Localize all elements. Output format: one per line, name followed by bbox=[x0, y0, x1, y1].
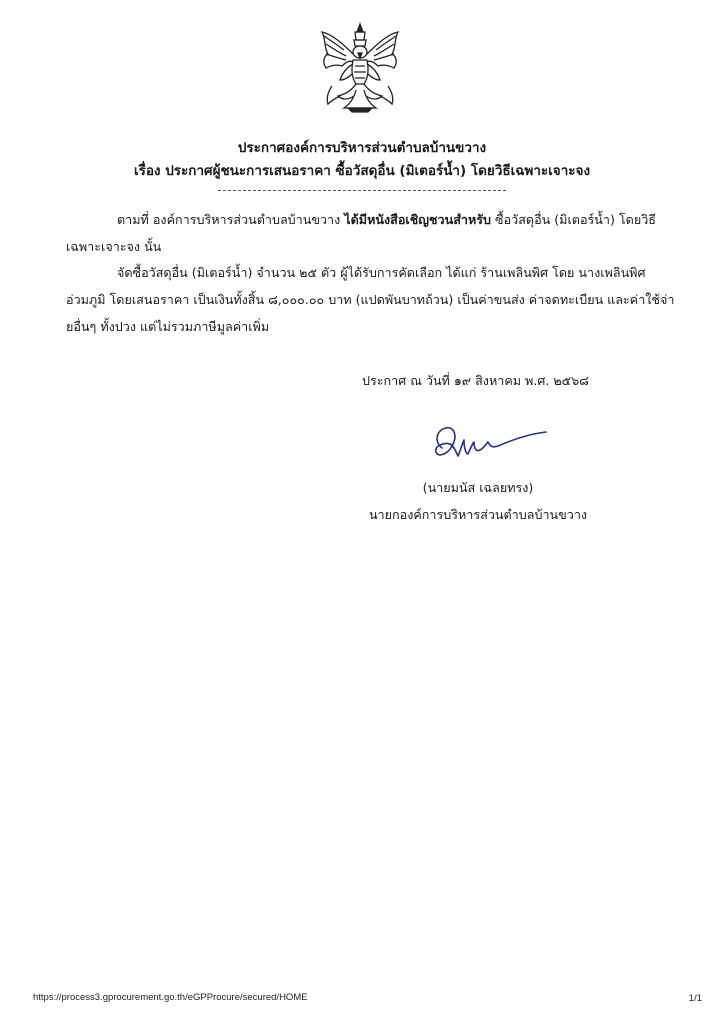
paragraph-2-line-1: จัดซื้อวัสดุอื่น (มิเตอร์น้ำ) จำนวน ๒๕ ตัว ผู้ได้รับการคัดเลือก ได้แก่ ร้านเพลินพิศ โดย นางเพลินพิศ bbox=[117, 265, 646, 280]
signature-icon bbox=[428, 422, 550, 464]
announcement-date: ประกาศ ณ วันที่ ๑๙ สิงหาคม พ.ศ. ๒๕๖๘ bbox=[362, 373, 589, 388]
paragraph-1-intro: ตามที่ องค์การบริหารส่วนตำบลบ้านขวาง bbox=[117, 212, 345, 227]
paragraph-1-bold-phrase: ได้มีหนังสือเชิญชวนสำหรับ bbox=[344, 212, 492, 227]
page-number: 1/1 bbox=[688, 993, 702, 1004]
document-header: ประกาศองค์การบริหารส่วนตำบลบ้านขวาง bbox=[237, 140, 487, 156]
signer-title: นายกองค์การบริหารส่วนตำบลบ้านขวาง bbox=[368, 507, 588, 522]
paragraph-1-line-1 bbox=[117, 210, 656, 230]
paragraph-1-item: ซื้อวัสดุอื่น (มิเตอร์น้ำ) โดยวิธี bbox=[491, 212, 656, 227]
paragraph-2-line-3: ยอื่นๆ ทั้งปวง แต่ไม่รวมภาษีมูลค่าเพิ่ม bbox=[66, 319, 270, 334]
document-subject: เรื่อง ประกาศผู้ชนะการเสนอราคา ซื้อวัสดุอื่น (มิเตอร์น้ำ) โดยวิธีเฉพาะเจาะจง bbox=[133, 163, 591, 179]
signer-name: (นายมนัส เฉลยทรง) bbox=[422, 480, 534, 495]
paragraph-2-line-2: อ่วมภูมิ โดยเสนอราคา เป็นเงินทั้งสิ้น ๘,๐๐๐.๐๐ บาท (แปดพันบาทถ้วน) เป็นค่าขนส่ง ค่าจดทะเบียน และค่าใช้จ่า bbox=[66, 292, 675, 307]
paragraph-1-line-2: เฉพาะเจาะจง นั้น bbox=[66, 239, 162, 254]
divider bbox=[218, 190, 506, 191]
garuda-emblem-icon bbox=[318, 22, 402, 114]
footer-url: https://process3.gprocurement.go.th/eGPProcure/secured/HOME bbox=[33, 992, 308, 1003]
